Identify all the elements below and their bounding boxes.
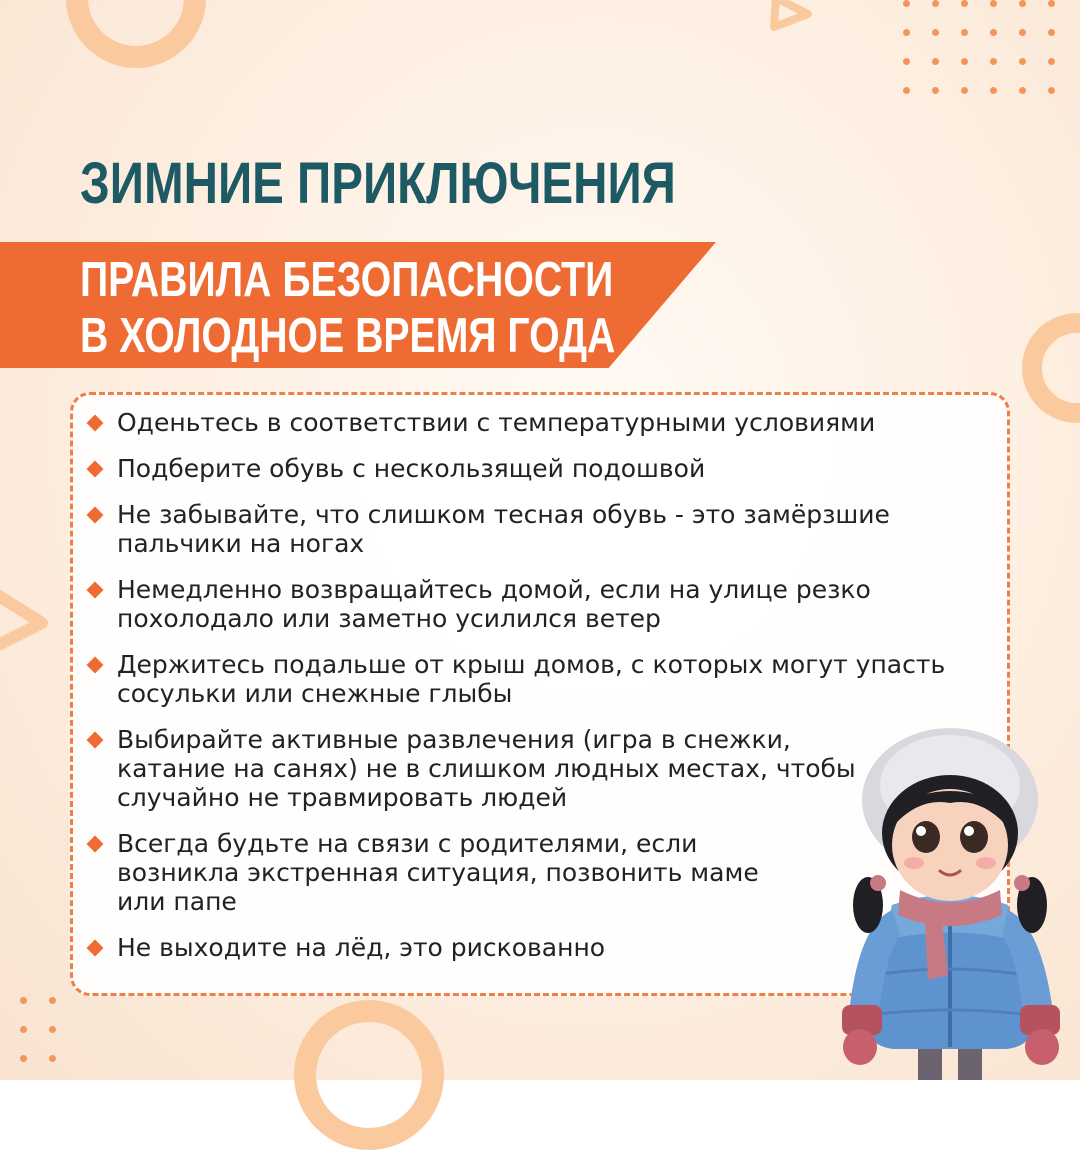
dots-decoration-bottom-left (20, 997, 56, 1062)
list-item (86, 408, 986, 437)
diamond-bullet-icon (87, 732, 104, 749)
list-item (86, 575, 997, 633)
diamond-bullet-icon (87, 582, 104, 599)
rule-text: Выбирайте активные развлечения (игра в снежки, катание на санях) не в слишком людных местах, чтобы случайно не травмировать людей (117, 725, 856, 812)
rule-text: Держитесь подальше от крыш домов, с которых могут упасть сосульки или снежные глыбы (117, 650, 946, 708)
subtitle-line-2: В ХОЛОДНОЕ ВРЕМЯ ГОДА (80, 309, 616, 363)
rule-text: Немедленно возвращайтесь домой, если на улице резко похолодало или заметно усилился ветер (117, 575, 871, 633)
subtitle-banner-text (80, 252, 615, 364)
diamond-bullet-icon (87, 836, 104, 853)
rule-text: Не выходите на лёд, это рискованно (117, 933, 606, 962)
diamond-bullet-icon (87, 507, 104, 524)
list-item (86, 829, 807, 916)
winter-girl-illustration (830, 725, 1070, 1080)
diamond-bullet-icon (87, 657, 104, 674)
list-item (86, 454, 986, 483)
rule-text: Всегда будьте на связи с родителями, если возникла экстренная ситуация, позвонить маме или папе (117, 829, 759, 916)
diamond-bullet-icon (87, 461, 104, 478)
rule-text: Не забывайте, что слишком тесная обувь - это замёрзшие пальчики на ногах (117, 500, 890, 558)
diamond-bullet-icon (87, 415, 104, 432)
dots-decoration-top-right (903, 0, 1055, 94)
triangle-decoration-top (762, 0, 814, 34)
page-title: ЗИМНИЕ ПРИКЛЮЧЕНИЯ (80, 151, 676, 216)
subtitle-line-1: ПРАВИЛА БЕЗОПАСНОСТИ (80, 253, 614, 307)
list-item (86, 500, 987, 558)
list-item (86, 650, 957, 708)
diamond-bullet-icon (87, 940, 104, 957)
rule-text: Подберите обувь с нескользящей подошвой (117, 454, 706, 483)
rule-text: Оденьтесь в соответствии с температурными условиями (117, 408, 876, 437)
list-item (86, 725, 887, 812)
ring-decoration-bottom (294, 1000, 444, 1150)
triangle-decoration-left (0, 585, 60, 665)
